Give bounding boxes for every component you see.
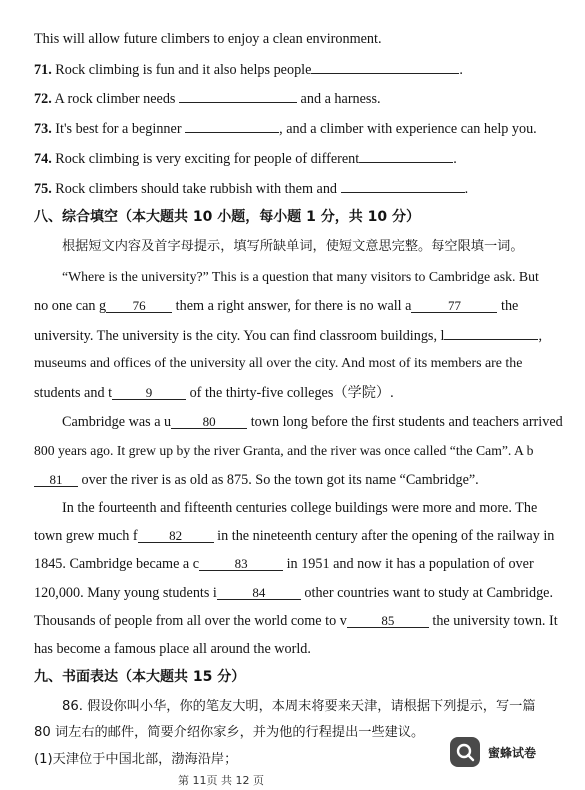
question-74 (34, 149, 585, 168)
question-tail: and a harness. (300, 91, 381, 107)
passage-line (62, 413, 585, 431)
passage-text: university. The university is the city. You can find classroom buildings, l (34, 328, 445, 344)
page-footer: 第 11页 共 12 页 (178, 774, 264, 787)
passage-text: in 1951 and now it has a population of over (286, 556, 534, 572)
blank-77[interactable]: 77 (411, 299, 497, 313)
blank-84[interactable]: 84 (217, 586, 301, 600)
passage-line (34, 326, 585, 345)
passage-text: the (501, 298, 519, 314)
passage-line: has become a famous place all around the world. (34, 641, 311, 657)
question-number: 73. (34, 121, 52, 137)
question-text: Rock climbing is fun and it also helps people (55, 62, 312, 78)
watermark-text: 蜜蜂试卷 (488, 745, 537, 760)
passage-text: the university town. It (432, 613, 558, 629)
question-tail: . (459, 62, 463, 78)
question-72 (34, 89, 585, 108)
question-tail: . (464, 181, 469, 197)
question-86-prompt: 86. 假设你叫小华，你的笔友大明，本周末将要来天津，请根据下列提示，写一篇 (62, 699, 536, 714)
passage-text: , (538, 328, 543, 344)
section-9-title: 九、书面表达（本大题共 15 分） (34, 669, 246, 685)
passage-line (34, 297, 585, 315)
hint-1: (1)天津位于中国北部，渤海沿岸； (34, 752, 238, 767)
section-8-instruction: 根据短文内容及首字母提示，填写所缺单词，使短文意思完整。每空限填一词。 (62, 239, 524, 254)
passage-line: In the fourteenth and fifteenth centuries college buildings were more and more. The (62, 500, 538, 516)
bee-logo-icon (450, 737, 480, 767)
passage-text: over the river is as old as 875. So the town got its name “Cambridge”. (81, 472, 479, 488)
question-text: A rock climber needs (54, 91, 176, 107)
answer-blank[interactable] (311, 60, 459, 74)
question-number: 74. (34, 151, 52, 167)
answer-blank[interactable] (359, 149, 453, 163)
passage-text: town long before the first students and teachers arrived (250, 414, 563, 430)
blank-82[interactable]: 82 (138, 529, 214, 543)
question-text: It's best for a beginner (55, 121, 182, 137)
passage-line (34, 384, 585, 402)
blank-85[interactable]: 85 (347, 614, 429, 628)
section-8-title: 八、综合填空（本大题共 10 小题，每小题 1 分，共 10 分） (34, 209, 420, 225)
passage-text: them a right answer, for there is no wall a (175, 298, 412, 314)
question-number: 75. (34, 181, 52, 197)
question-73 (34, 119, 585, 138)
blank-80[interactable]: 80 (171, 415, 247, 429)
passage-text: no one can g (34, 298, 107, 314)
passage-text: town grew much f (34, 528, 138, 544)
blank-76[interactable]: 76 (106, 299, 172, 313)
passage-line: 800 years ago. It grew up by the river Granta, and the river was once called “the Cam”. A b (34, 443, 534, 458)
question-71 (34, 60, 585, 79)
blank-79[interactable]: 9 (112, 386, 186, 400)
passage-text: students and t (34, 385, 113, 401)
passage-text: of the thirty-five colleges（学院）. (189, 385, 394, 401)
question-86-prompt: 80 词左右的邮件，简要介绍你家乡，并为他的行程提出一些建议。 (34, 725, 425, 740)
blank-81[interactable]: 81 (34, 473, 78, 487)
question-tail: . (453, 151, 457, 167)
passage-line (34, 555, 585, 573)
passage-text: 1845. Cambridge became a c (34, 556, 200, 572)
passage-text: 120,000. Many young students i (34, 585, 217, 601)
passage-text: in the nineteenth century after the opening of the railway in (217, 528, 555, 544)
blank-78[interactable] (444, 326, 538, 340)
watermark-badge (450, 735, 570, 769)
passage-line (34, 612, 585, 630)
answer-blank[interactable] (185, 119, 279, 133)
question-75 (34, 179, 585, 198)
passage-line (34, 471, 585, 489)
passage-line: “Where is the university?” This is a question that many visitors to Cambridge ask. But (62, 269, 539, 284)
answer-blank[interactable] (179, 89, 297, 103)
passage-text: Thousands of people from all over the world come to v (34, 613, 347, 629)
question-tail: , and a climber with experience can help you. (279, 121, 537, 137)
intro-line: This will allow future climbers to enjoy a clean environment. (34, 31, 382, 47)
answer-blank[interactable] (341, 179, 465, 193)
passage-line (34, 527, 585, 545)
passage-line (34, 584, 585, 602)
question-text: Rock climbers should take rubbish with them and (55, 181, 338, 197)
passage-text: other countries want to study at Cambridge. (304, 585, 554, 601)
passage-text: Cambridge was a u (62, 414, 172, 430)
question-number: 72. (34, 91, 52, 107)
question-number: 71. (34, 62, 52, 78)
blank-83[interactable]: 83 (199, 557, 283, 571)
passage-line: museums and offices of the university all over the city. And most of its members are the (34, 356, 523, 371)
question-text: Rock climbing is very exciting for people of different (55, 151, 360, 167)
